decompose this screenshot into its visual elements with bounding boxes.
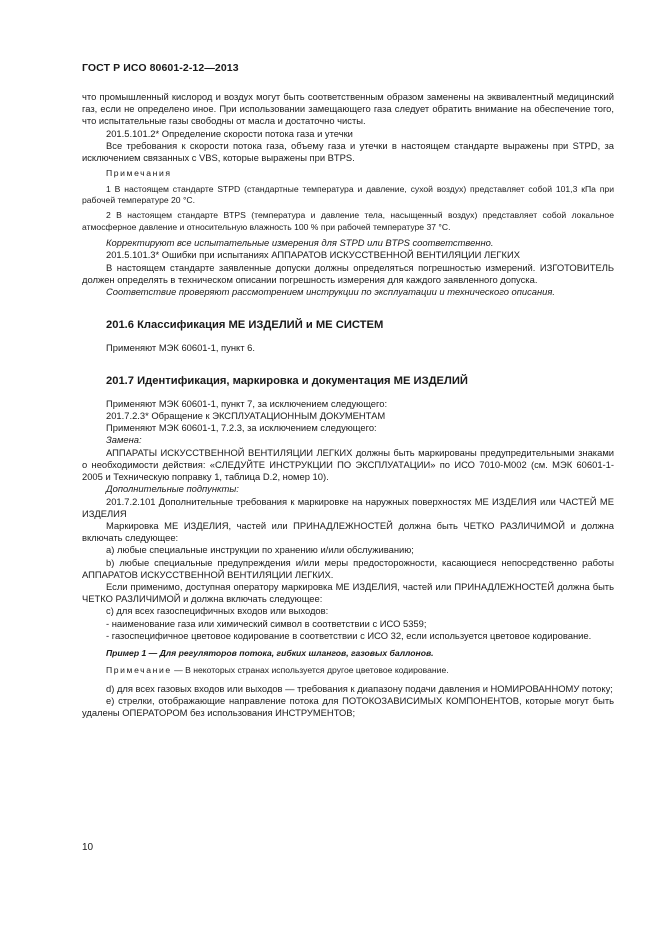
paragraph: Применяют МЭК 60601-1, пункт 7, за исключением следующего: — [106, 397, 388, 409]
paragraph: АППАРАТЫ ИСКУССТВЕННОЙ ВЕНТИЛЯЦИИ ЛЕГКИХ должны быть маркированы предупредительными знаками о необходимости действия: «СЛЕДУЙТЕ ИНСТРУКЦИИ ПО ЭКСПЛУАТАЦИИ» по ИСО 7010-М002 (см. МЭК 60601-1-2005 и Техническую поправку 1, таблица D.2, номер 10). — [82, 446, 614, 483]
list-item: e) стрелки, отображающие направление потока для ПОТОКОЗАВИСИМЫХ КОМПОНЕНТОВ, которые могут быть удалены ОПЕРАТОРОМ без использования ИНСТРУМЕНТОВ; — [82, 694, 614, 719]
clause-title: 201.5.101.3* Ошибки при испытаниях АППАРАТОВ ИСКУССТВЕННОЙ ВЕНТИЛЯЦИИ ЛЕГКИХ — [106, 249, 520, 261]
replacement-label: Замена: — [106, 434, 142, 446]
paragraph: Если применимо, доступная оператору маркировка МЕ ИЗДЕЛИЯ, частей или ПРИНАДЛЕЖНОСТЕЙ должна быть ЧЕТКО РАЗЛИЧИМОЙ и должна включать следующее: — [82, 580, 614, 605]
list-item: b) любые специальные предупреждения и/или меры предосторожности, касающиеся непосредственно работы АППАРАТОВ ИСКУССТВЕННОЙ ВЕНТИЛЯЦИИ ЛЕГКИХ. — [82, 556, 614, 580]
compliance-statement: Корректируют все испытательные измерения для STPD или BTPS соответственно. — [106, 237, 494, 249]
document-body — [82, 91, 614, 719]
paragraph: В настоящем стандарте заявленные допуски должны определяться погрешностью измерений. ИЗГОТОВИТЕЛЬ должен определять в техническом описании погрешность измерения для каждого заявленного допуска. — [82, 261, 614, 285]
page-number: 10 — [82, 842, 94, 853]
note-text: — В некоторых странах используется другое цветовое кодирование. — [174, 665, 449, 676]
note — [82, 665, 614, 676]
compliance-statement: Соответствие проверяют рассмотрением инструкции по эксплуатации и технического описания. — [106, 286, 555, 298]
document-header: ГОСТ Р ИСО 80601-2-12—2013 — [82, 62, 239, 74]
clause-title: 201.5.101.2* Определение скорости потока газа и утечки — [106, 127, 353, 139]
additional-subclauses-label: Дополнительные подпункты: — [106, 483, 239, 495]
section-heading-201-7: 201.7 Идентификация, маркировка и документация МЕ ИЗДЕЛИЙ — [106, 374, 468, 387]
paragraph: что промышленный кислород и воздух могут быть соответственным образом заменены на эквивалентный медицинский газ, если не определено иное. При использовании замещающего газа следует обратить внимание на обеспечение того, что испытательные газы свободны от масла и достаточно чисты. — [82, 91, 614, 127]
list-item: d) для всех газовых входов или выходов — требования к диапазону подачи давления и НОМИРОВАННОМУ потоку; — [106, 682, 613, 694]
notes-label: Примечания — [106, 168, 172, 179]
note-2: 2 В настоящем стандарте BTPS (температура и давление тела, насыщенный воздух) представляет собой локальное атмосферное давление и относительную влажность 100 % при рабочей температуре 37 °С. — [82, 210, 614, 232]
paragraph: Маркировка МЕ ИЗДЕЛИЯ, частей или ПРИНАДЛЕЖНОСТЕЙ должна быть ЧЕТКО РАЗЛИЧИМОЙ и должна включать следующее: — [82, 519, 614, 544]
clause-title: 201.7.2.3* Обращение к ЭКСПЛУАТАЦИОННЫМ ДОКУМЕНТАМ — [106, 410, 386, 422]
paragraph: Применяют МЭК 60601-1, 7.2.3, за исключением следующего: — [106, 422, 377, 434]
paragraph: Все требования к скорости потока газа, объему газа и утечки в настоящем стандарте выражены при STPD, за исключением связанных с VBS, которые выражены при BTPS. — [82, 139, 614, 164]
list-item: c) для всех газоспецифичных входов или выходов: — [106, 605, 329, 617]
paragraph: Применяют МЭК 60601-1, пункт 6. — [106, 342, 255, 354]
example-1: Пример 1 — Для регуляторов потока, гибких шлангов, газовых баллонов. — [106, 647, 434, 658]
list-item: a) любые специальные инструкции по хранению и/или обслуживанию; — [106, 544, 414, 556]
list-item: - газоспецифичное цветовое кодирование в соответствии с ИСО 32, если используется цветовое кодирование. — [106, 629, 592, 641]
clause-title: 201.7.2.101 Дополнительные требования к маркировке на наружных поверхностях МЕ ИЗДЕЛИЯ или ЧАСТЕЙ МЕ ИЗДЕЛИЯ — [82, 495, 614, 519]
section-heading-201-6: 201.6 Классификация МЕ ИЗДЕЛИЙ и МЕ СИСТЕМ — [106, 319, 384, 332]
list-item: - наименование газа или химический символ в соответствии с ИСО 5359; — [106, 617, 427, 629]
note-1: 1 В настоящем стандарте STPD (стандартные температура и давление, сухой воздух) представляет собой 101,3 кПа при рабочей температуре 20 °С. — [82, 183, 614, 206]
note-label: Примечание — [106, 665, 172, 676]
